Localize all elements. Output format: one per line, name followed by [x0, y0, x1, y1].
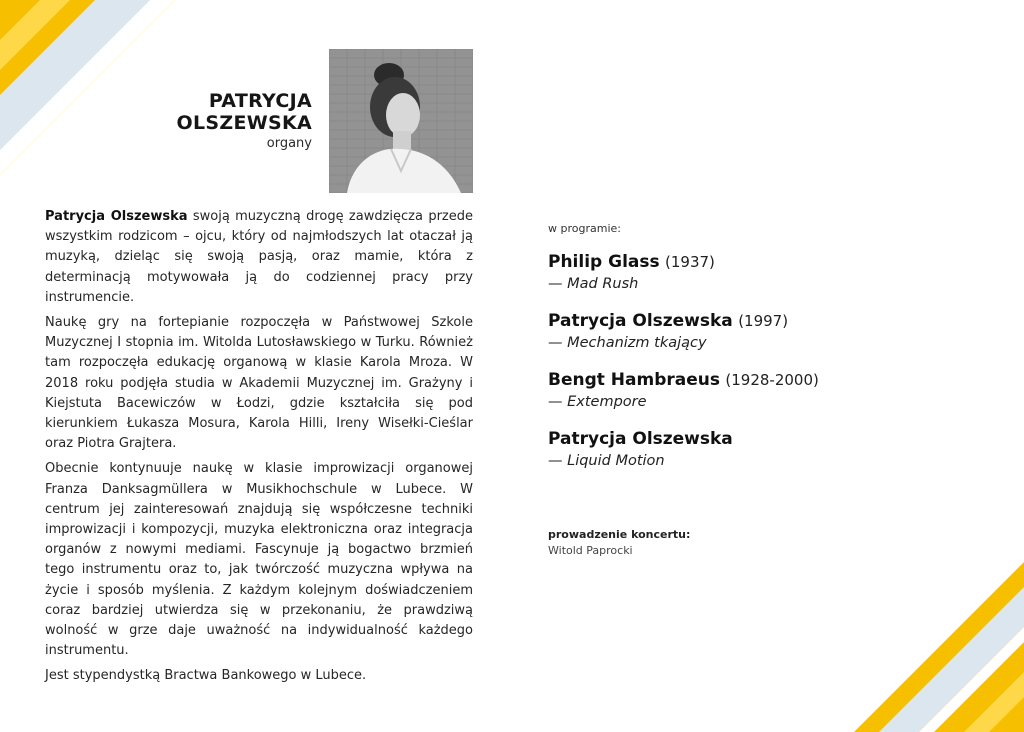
program-item [548, 428, 868, 472]
bio-paragraph-2: Naukę gry na fortepianie rozpoczęła w Państwowej Szkole Muzycznej I stopnia im. Witolda Lutosławskiego w Turku. Również tam rozpoczęła edukację organową w klasie Karola Mroza. W 2018 roku podjęła studia w Akademii Muzycznej im. Grażyny i Kiejstuta Bacewiczów w Łodzi, gdzie kształciła się pod kierunkiem Łukasza Mosura, Karola Hilli, Ireny Wisełki-Cieślar oraz Piotra Grajtera. [45, 315, 473, 452]
composer-years: (1937) [665, 253, 715, 271]
artist-header [177, 90, 312, 151]
composer-years: (1997) [738, 312, 789, 330]
program-item [548, 251, 868, 295]
piece-title: — Liquid Motion [548, 453, 665, 469]
corner-decoration-bottom-right [824, 532, 1024, 732]
program-item [548, 369, 868, 413]
program-label: w programie: [548, 222, 621, 235]
piece-title: — Mechanizm tkający [548, 335, 707, 351]
bio-paragraph-4: Jest stypendystką Bractwa Bankowego w Lubece. [45, 668, 367, 684]
artist-first-name: PATRYCJA [208, 90, 312, 112]
portrait-photo [329, 49, 473, 193]
composer-years: (1928-2000) [725, 371, 819, 389]
concert-host [548, 528, 690, 557]
bio-artist-name: Patrycja Olszewska [45, 209, 188, 224]
composer-name: Bengt Hambraeus [548, 370, 720, 390]
host-name: Witold Paprocki [548, 544, 633, 557]
corner-decoration-top-left [0, 0, 190, 190]
composer-name: Patrycja Olszewska [548, 429, 733, 449]
host-label: prowadzenie koncertu: [548, 528, 691, 541]
composer-name: Patrycja Olszewska [548, 311, 733, 331]
program-item [548, 310, 868, 354]
artist-instrument: organy [266, 136, 312, 151]
piece-title: — Mad Rush [548, 276, 639, 292]
bio-paragraph-3: Obecnie kontynuuje naukę w klasie improwizacji organowej Franza Danksagmüllera w Musikhochschule w Lubece. W centrum jej zainteresowań znajdują się współczesne techniki improwizacji i kompozycji, muzyka elektroniczna oraz integracja organów z nowymi mediami. Fascynuje ją bogactwo brzmień tego instrumentu oraz to, jak twórczość muzyczna wpływa na życie i sposób myślenia. Z każdym kolejnym doświadczeniem coraz bardziej utwierdza się w przekonaniu, że prawdziwą wolność w grze daje uważność na indywidualność każdego instrumentu. [45, 461, 473, 659]
artist-last-name: OLSZEWSKA [176, 112, 312, 134]
composer-name: Philip Glass [548, 252, 660, 272]
piece-title: — Extempore [548, 394, 647, 410]
artist-biography [45, 207, 473, 692]
bio-paragraph-1 [45, 207, 473, 308]
concert-program [548, 222, 868, 487]
bio-paragraph-1-text: swoją muzyczną drogę zawdzięcza przede wszystkim rodzicom – ojcu, który od najmłodszych lat otaczał ją muzyką, dzieląc się swoją pasją, oraz mamie, która z determinacją motywowała ją do codziennej pracy przy instrumencie. [45, 209, 473, 305]
